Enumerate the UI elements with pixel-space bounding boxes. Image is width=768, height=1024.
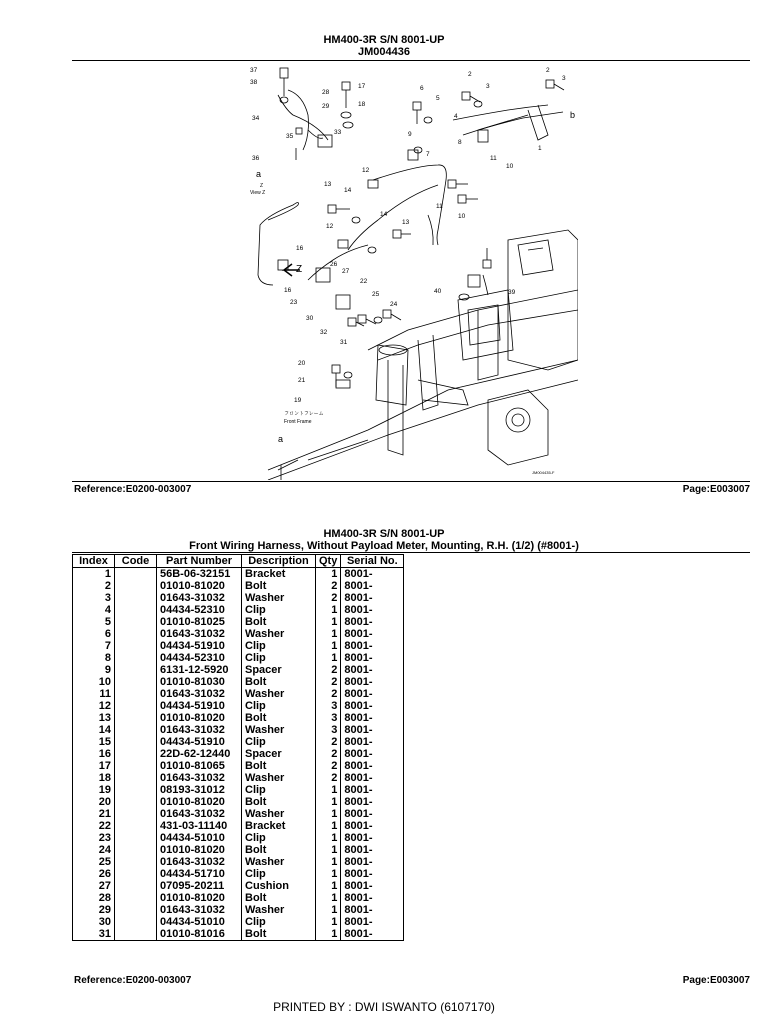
qty-cell: 2: [316, 736, 341, 748]
callout-16: 16: [296, 245, 304, 252]
callout-30: 30: [306, 315, 314, 322]
callout-11b: 11: [436, 203, 443, 210]
serial-cell: 8001-: [341, 820, 404, 832]
table-row: [73, 820, 404, 832]
callout-13b: 13: [402, 219, 410, 226]
part-number-cell: 04434-51710: [157, 868, 242, 880]
qty-cell: 1: [316, 652, 341, 664]
reference-label-bottom: Reference:E0200-003007: [74, 975, 192, 986]
code-cell: [115, 868, 157, 880]
code-cell: [115, 928, 157, 941]
description-cell: Clip: [242, 784, 316, 796]
reference-label: Reference:E0200-003007: [74, 484, 192, 495]
index-cell: 10: [73, 676, 115, 688]
callout-z: Z: [260, 183, 264, 189]
code-cell: [115, 652, 157, 664]
qty-cell: 2: [316, 748, 341, 760]
callout-18: 18: [358, 101, 366, 108]
index-cell: 21: [73, 808, 115, 820]
qty-cell: 2: [316, 580, 341, 592]
callout-31: 31: [340, 339, 348, 346]
index-cell: 24: [73, 844, 115, 856]
qty-cell: 2: [316, 760, 341, 772]
printed-by: PRINTED BY : DWI ISWANTO (6107170): [273, 1000, 495, 1014]
table-row: [73, 892, 404, 904]
callout-1: 1: [538, 145, 542, 152]
serial-cell: 8001-: [341, 772, 404, 784]
index-cell: 19: [73, 784, 115, 796]
table-row: [73, 880, 404, 892]
callout-20: 20: [298, 360, 306, 367]
col-qty-header: Qty: [316, 555, 341, 568]
description-cell: Clip: [242, 916, 316, 928]
index-cell: 7: [73, 640, 115, 652]
part-number-cell: 04434-51010: [157, 832, 242, 844]
index-cell: 31: [73, 928, 115, 941]
col-code-header: Code: [115, 555, 157, 568]
part-number-cell: 04434-51910: [157, 736, 242, 748]
code-cell: [115, 772, 157, 784]
description-cell: Bolt: [242, 892, 316, 904]
index-cell: 2: [73, 580, 115, 592]
table-row: [73, 568, 404, 581]
qty-cell: 1: [316, 916, 341, 928]
part-number-cell: 01643-31032: [157, 772, 242, 784]
code-cell: [115, 892, 157, 904]
part-number-cell: 01010-81020: [157, 796, 242, 808]
callout-z-large: Z: [296, 264, 303, 275]
callout-4: 4: [454, 113, 458, 120]
callout-24: 24: [390, 301, 398, 308]
code-cell: [115, 712, 157, 724]
part-number-cell: 01010-81020: [157, 844, 242, 856]
code-cell: [115, 880, 157, 892]
index-cell: 13: [73, 712, 115, 724]
index-cell: 23: [73, 832, 115, 844]
qty-cell: 1: [316, 640, 341, 652]
col-serial-header: Serial No.: [341, 555, 404, 568]
part-number-cell: 04434-52310: [157, 652, 242, 664]
callout-2: 2: [468, 71, 472, 78]
serial-cell: 8001-: [341, 616, 404, 628]
code-cell: [115, 748, 157, 760]
description-cell: Bracket: [242, 568, 316, 581]
table-row: [73, 748, 404, 760]
part-number-cell: 01010-81020: [157, 580, 242, 592]
callout-5: 5: [436, 95, 440, 102]
description-cell: Bolt: [242, 580, 316, 592]
callout-38: 38: [250, 79, 258, 86]
code-cell: [115, 580, 157, 592]
serial-cell: 8001-: [341, 760, 404, 772]
figure-bottom-rule: [72, 481, 750, 482]
description-cell: Washer: [242, 724, 316, 736]
table-row: [73, 736, 404, 748]
callout-19: 19: [294, 397, 302, 404]
serial-cell: 8001-: [341, 808, 404, 820]
callout-29: 29: [322, 103, 330, 110]
code-cell: [115, 616, 157, 628]
serial-cell: 8001-: [341, 832, 404, 844]
table-row: [73, 652, 404, 664]
callout-14b: 14: [380, 211, 388, 218]
serial-cell: 8001-: [341, 592, 404, 604]
index-cell: 14: [73, 724, 115, 736]
callout-28: 28: [322, 89, 330, 96]
qty-cell: 1: [316, 616, 341, 628]
code-cell: [115, 736, 157, 748]
description-cell: Bolt: [242, 760, 316, 772]
index-cell: 6: [73, 628, 115, 640]
serial-cell: 8001-: [341, 880, 404, 892]
description-cell: Washer: [242, 856, 316, 868]
callout-3b: 3: [562, 75, 566, 82]
col-index-header: Index: [73, 555, 115, 568]
table-header-row: [73, 555, 404, 568]
description-cell: Clip: [242, 832, 316, 844]
col-description-header: Description: [242, 555, 316, 568]
parts-table-body: [73, 568, 404, 941]
serial-cell: 8001-: [341, 736, 404, 748]
serial-cell: 8001-: [341, 748, 404, 760]
callout-26: 26: [330, 261, 338, 268]
description-cell: Clip: [242, 604, 316, 616]
callout-36: 36: [252, 155, 260, 162]
qty-cell: 3: [316, 712, 341, 724]
qty-cell: 1: [316, 892, 341, 904]
qty-cell: 1: [316, 832, 341, 844]
serial-cell: 8001-: [341, 580, 404, 592]
callout-6: 6: [420, 85, 424, 92]
code-cell: [115, 844, 157, 856]
part-number-cell: 08193-31012: [157, 784, 242, 796]
table-row: [73, 784, 404, 796]
qty-cell: 1: [316, 628, 341, 640]
serial-cell: 8001-: [341, 688, 404, 700]
code-cell: [115, 856, 157, 868]
qty-cell: 3: [316, 724, 341, 736]
code-cell: [115, 640, 157, 652]
callout-b: b: [570, 110, 576, 120]
index-cell: 29: [73, 904, 115, 916]
part-number-cell: 01010-81016: [157, 928, 242, 941]
description-cell: Clip: [242, 652, 316, 664]
table-row: [73, 616, 404, 628]
description-cell: Washer: [242, 628, 316, 640]
callout-3: 3: [486, 83, 490, 90]
part-number-cell: 01643-31032: [157, 724, 242, 736]
serial-cell: 8001-: [341, 892, 404, 904]
callout-9: 9: [408, 131, 412, 138]
index-cell: 28: [73, 892, 115, 904]
qty-cell: 1: [316, 796, 341, 808]
code-cell: [115, 568, 157, 581]
qty-cell: 1: [316, 904, 341, 916]
table-row: [73, 664, 404, 676]
description-cell: Washer: [242, 688, 316, 700]
qty-cell: 2: [316, 772, 341, 784]
callout-33: 33: [334, 129, 342, 136]
description-cell: Spacer: [242, 748, 316, 760]
section-rule: [72, 552, 750, 553]
description-cell: Washer: [242, 904, 316, 916]
qty-cell: 1: [316, 568, 341, 581]
code-cell: [115, 916, 157, 928]
index-cell: 4: [73, 604, 115, 616]
serial-cell: 8001-: [341, 676, 404, 688]
table-row: [73, 760, 404, 772]
part-number-cell: 01643-31032: [157, 808, 242, 820]
index-cell: 22: [73, 820, 115, 832]
part-number-cell: 56B-06-32151: [157, 568, 242, 581]
serial-cell: 8001-: [341, 652, 404, 664]
qty-cell: 3: [316, 700, 341, 712]
table-row: [73, 700, 404, 712]
code-cell: [115, 724, 157, 736]
part-number-cell: 01010-81030: [157, 676, 242, 688]
table-row: [73, 604, 404, 616]
code-cell: [115, 604, 157, 616]
callout-25: 25: [372, 291, 380, 298]
callout-8: 8: [458, 139, 462, 146]
serial-cell: 8001-: [341, 700, 404, 712]
index-cell: 16: [73, 748, 115, 760]
index-cell: 20: [73, 796, 115, 808]
callout-40: 40: [434, 288, 442, 295]
table-row: [73, 580, 404, 592]
table-row: [73, 856, 404, 868]
qty-cell: 1: [316, 604, 341, 616]
qty-cell: 2: [316, 688, 341, 700]
callout-35: 35: [286, 133, 294, 140]
callout-labels: [250, 67, 575, 444]
qty-cell: 1: [316, 820, 341, 832]
part-number-cell: 01643-31032: [157, 628, 242, 640]
qty-cell: 2: [316, 676, 341, 688]
callout-16b: 16: [284, 287, 292, 294]
code-cell: [115, 820, 157, 832]
index-cell: 9: [73, 664, 115, 676]
table-row: [73, 688, 404, 700]
table-row: [73, 808, 404, 820]
serial-cell: 8001-: [341, 916, 404, 928]
serial-cell: 8001-: [341, 712, 404, 724]
callout-39: 39: [508, 289, 516, 296]
table-row: [73, 712, 404, 724]
index-cell: 26: [73, 868, 115, 880]
description-cell: Bolt: [242, 928, 316, 941]
description-cell: Clip: [242, 868, 316, 880]
part-number-cell: 01643-31032: [157, 688, 242, 700]
serial-cell: 8001-: [341, 856, 404, 868]
page-title: HM400-3R S/N 8001-UP: [323, 34, 445, 46]
serial-cell: 8001-: [341, 904, 404, 916]
code-cell: [115, 808, 157, 820]
index-cell: 8: [73, 652, 115, 664]
qty-cell: 2: [316, 592, 341, 604]
serial-cell: 8001-: [341, 928, 404, 941]
table-row: [73, 676, 404, 688]
callout-a: a: [256, 169, 262, 179]
qty-cell: 1: [316, 880, 341, 892]
code-cell: [115, 904, 157, 916]
code-cell: [115, 796, 157, 808]
parts-table: [72, 554, 404, 941]
code-cell: [115, 664, 157, 676]
index-cell: 5: [73, 616, 115, 628]
callout-10: 10: [506, 163, 514, 170]
callout-7: 7: [426, 151, 430, 158]
callout-32: 32: [320, 329, 328, 336]
callout-27: 27: [342, 268, 350, 275]
qty-cell: 1: [316, 844, 341, 856]
part-number-cell: 22D-62-12440: [157, 748, 242, 760]
drawing-code: JM004436: [358, 46, 410, 58]
part-number-cell: 01010-81020: [157, 712, 242, 724]
part-number-cell: 04434-51910: [157, 640, 242, 652]
callout-21: 21: [298, 377, 306, 384]
serial-cell: 8001-: [341, 640, 404, 652]
page-label-bottom: Page:E003007: [682, 975, 750, 986]
callout-13: 13: [324, 181, 332, 188]
exploded-parts-diagram: [248, 60, 578, 480]
code-cell: [115, 784, 157, 796]
table-row: [73, 592, 404, 604]
serial-cell: 8001-: [341, 844, 404, 856]
description-cell: Washer: [242, 772, 316, 784]
qty-cell: 1: [316, 856, 341, 868]
code-cell: [115, 832, 157, 844]
callout-a-bottom: a: [278, 434, 284, 444]
part-number-cell: 01010-81020: [157, 892, 242, 904]
description-cell: Clip: [242, 736, 316, 748]
section-title: HM400-3R S/N 8001-UP: [323, 528, 445, 540]
table-row: [73, 724, 404, 736]
section-subtitle: Front Wiring Harness, Without Payload Meter, Mounting, R.H. (1/2) (#8001-): [189, 540, 579, 552]
code-cell: [115, 700, 157, 712]
callout-17: 17: [358, 83, 366, 90]
description-cell: Washer: [242, 592, 316, 604]
table-row: [73, 628, 404, 640]
serial-cell: 8001-: [341, 784, 404, 796]
view-z-label: View Z: [250, 190, 266, 196]
description-cell: Bolt: [242, 712, 316, 724]
description-cell: Bolt: [242, 844, 316, 856]
part-number-cell: 04434-52310: [157, 604, 242, 616]
callout-12b: 12: [326, 223, 334, 230]
code-cell: [115, 592, 157, 604]
part-number-cell: 01010-81025: [157, 616, 242, 628]
callout-10b: 10: [458, 213, 466, 220]
callout-14: 14: [344, 187, 352, 194]
serial-cell: 8001-: [341, 868, 404, 880]
qty-cell: 1: [316, 928, 341, 941]
code-cell: [115, 760, 157, 772]
description-cell: Bolt: [242, 796, 316, 808]
part-number-cell: 01643-31032: [157, 856, 242, 868]
page-label: Page:E003007: [682, 484, 750, 495]
description-cell: Bolt: [242, 616, 316, 628]
qty-cell: 2: [316, 664, 341, 676]
index-cell: 25: [73, 856, 115, 868]
index-cell: 30: [73, 916, 115, 928]
callout-11: 11: [490, 155, 497, 162]
part-number-cell: 04434-51910: [157, 700, 242, 712]
serial-cell: 8001-: [341, 796, 404, 808]
qty-cell: 1: [316, 868, 341, 880]
callout-23: 23: [290, 299, 298, 306]
table-row: [73, 772, 404, 784]
description-cell: Cushion: [242, 880, 316, 892]
part-number-cell: 04434-51010: [157, 916, 242, 928]
description-cell: Bolt: [242, 676, 316, 688]
callout-2b: 2: [546, 67, 550, 74]
callout-12: 12: [362, 167, 370, 174]
index-cell: 3: [73, 592, 115, 604]
index-cell: 27: [73, 880, 115, 892]
index-cell: 18: [73, 772, 115, 784]
part-number-cell: 01010-81065: [157, 760, 242, 772]
table-row: [73, 844, 404, 856]
index-cell: 11: [73, 688, 115, 700]
drawing-id: JM004435-F: [532, 470, 555, 475]
qty-cell: 1: [316, 808, 341, 820]
table-row: [73, 640, 404, 652]
part-number-cell: 431-03-11140: [157, 820, 242, 832]
table-row: [73, 928, 404, 941]
code-cell: [115, 628, 157, 640]
part-number-cell: 01643-31032: [157, 592, 242, 604]
index-cell: 15: [73, 736, 115, 748]
col-part-number-header: Part Number: [157, 555, 242, 568]
description-cell: Spacer: [242, 664, 316, 676]
table-row: [73, 904, 404, 916]
serial-cell: 8001-: [341, 604, 404, 616]
callout-37: 37: [250, 67, 258, 74]
index-cell: 17: [73, 760, 115, 772]
code-cell: [115, 688, 157, 700]
front-frame-label: Front Frame: [284, 419, 312, 425]
description-cell: Clip: [242, 640, 316, 652]
table-row: [73, 796, 404, 808]
part-number-cell: 01643-31032: [157, 904, 242, 916]
front-frame-jp-label: フロントフレーム: [284, 411, 324, 417]
callout-34: 34: [252, 115, 260, 122]
description-cell: Bracket: [242, 820, 316, 832]
code-cell: [115, 676, 157, 688]
part-number-cell: 07095-20211: [157, 880, 242, 892]
qty-cell: 1: [316, 784, 341, 796]
serial-cell: 8001-: [341, 664, 404, 676]
table-row: [73, 868, 404, 880]
serial-cell: 8001-: [341, 628, 404, 640]
table-row: [73, 832, 404, 844]
serial-cell: 8001-: [341, 724, 404, 736]
description-cell: Clip: [242, 700, 316, 712]
callout-22: 22: [360, 278, 368, 285]
index-cell: 12: [73, 700, 115, 712]
serial-cell: 8001-: [341, 568, 404, 581]
description-cell: Washer: [242, 808, 316, 820]
table-row: [73, 916, 404, 928]
part-number-cell: 6131-12-5920: [157, 664, 242, 676]
index-cell: 1: [73, 568, 115, 581]
